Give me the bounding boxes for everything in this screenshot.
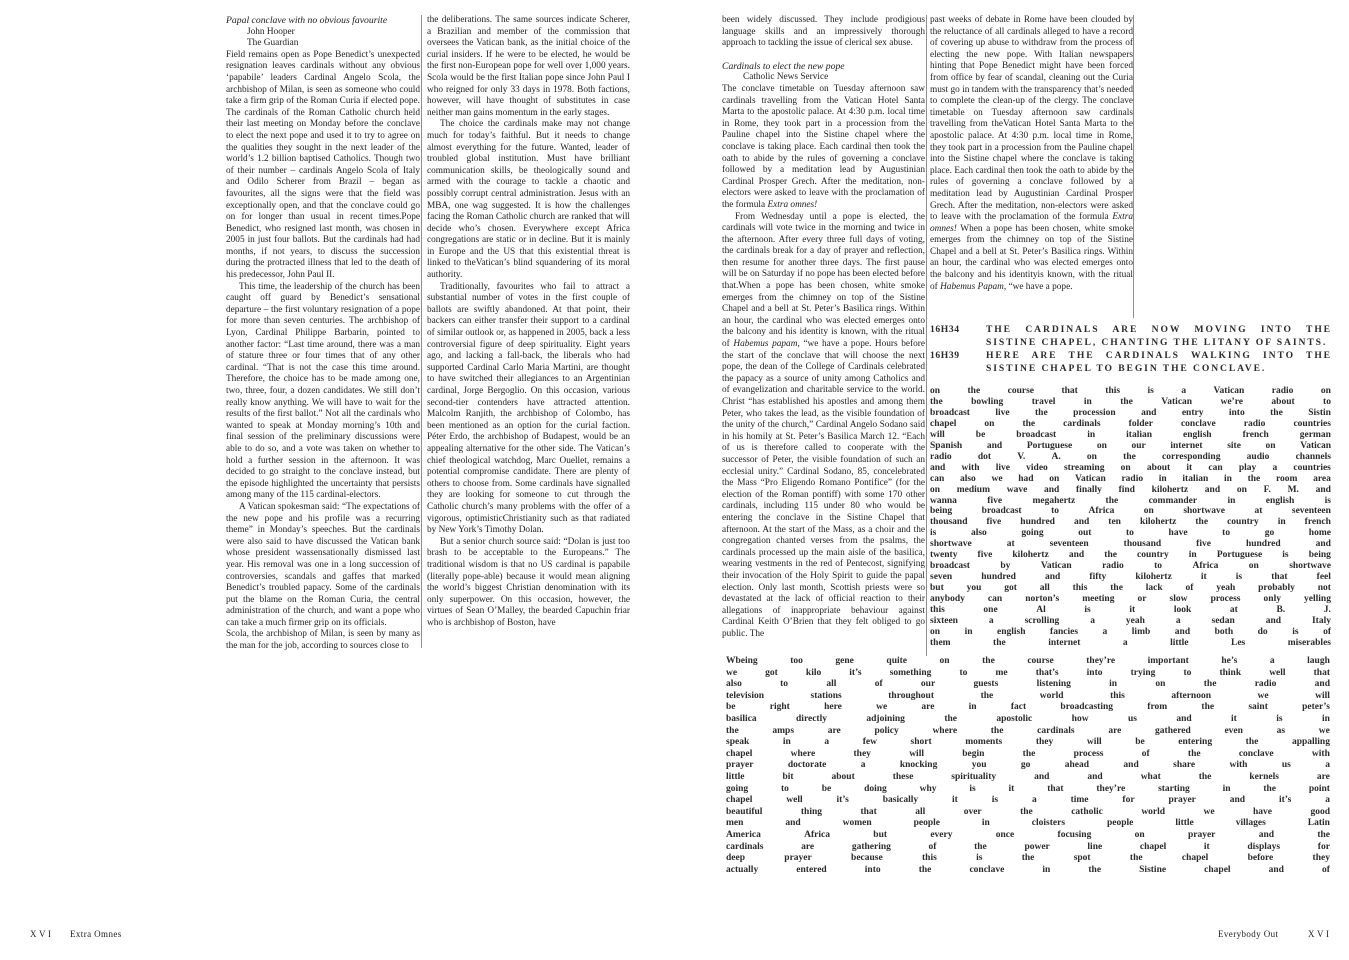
- transcript-line: shortwave at seventeen thousand five hundred and: [930, 539, 1331, 550]
- column-1: [226, 15, 420, 653]
- column-4: [930, 15, 1133, 293]
- paragraph: Scola, the archbishop of Milan, is seen by many as the man for the job, according to sources close to: [226, 629, 420, 652]
- timeline-entry: [930, 349, 1332, 375]
- column-rule-left-page: [421, 15, 422, 648]
- column-3: [722, 15, 925, 640]
- article-body-col2: [427, 15, 630, 629]
- transcript-line: on in english fancies a limb and both do is of: [930, 626, 1331, 637]
- paragraph: But a senior church source said: “Dolan is just too brash to be acceptable to the Europeans.” The traditional wisdom is that no US cardinal is papabile (literally pope-able) because it would mean aligning the world’s biggest Christian denomination with its only superpower. On this occasion, however, the virtues of Sean O’Malley, the bearded Capuchin friar who is archbishop of Boston, have: [427, 536, 630, 628]
- article-body-col3: [722, 84, 925, 641]
- article-body-col3-continuation: [722, 15, 925, 50]
- transcript-line: also to all of our guests listening in on the radio and: [726, 679, 1330, 690]
- transcript-line: radio dot V. A. on the corresponding audio channels: [930, 451, 1331, 462]
- transcript-line: beautiful thing that all over the catholic world we have good: [726, 806, 1330, 817]
- transcript-block-1: [930, 386, 1331, 649]
- timeline-timestamp: 16H39: [930, 350, 960, 361]
- transcript-line: prayer doctorate a knocking you go ahead and share with us a: [726, 760, 1330, 771]
- paragraph: been widely discussed. They include prodigious language skills and an impressively thorough approach to tackling the issue of clerical sex abuse.: [722, 15, 925, 49]
- byline-source-cns: Catholic News Service: [743, 72, 829, 83]
- timeline-text: HERE ARE THE CARDINALS WALKING INTO THE SISTINE CHAPEL TO BEGIN THE CONCLAVE.: [986, 350, 1332, 374]
- transcript-line: chapel where they will begin the process of the conclave with: [726, 748, 1330, 759]
- paragraph: the deliberations. The same sources indicate Scherer, a Brazilian and member of the commission that oversees the Vatican bank, as the initial choice of the curial insiders. If he were to be elected, he would be the first non-European pope for well over 1,000 years. Scola would be the first Italian pope since John Paul I who reigned for only 33 days in 1978. Both factions, however, will have thought of substitutes in case neither man gains momentum in the early stages.: [427, 15, 630, 118]
- transcript-line: will be broadcast in italian english french german: [930, 429, 1331, 440]
- transcript-line: seven hundred and fifty kilohertz it is that feel: [930, 572, 1331, 583]
- transcript-line: television stations throughout the world this afternoon we will: [726, 690, 1330, 701]
- transcript-line: speak in a few short moments they will be entering the appalling: [726, 737, 1330, 748]
- transcript-line: on medium wave and finally find kilohertz and on F. M. and: [930, 484, 1331, 495]
- transcript-line: is also going out to have to go home: [930, 528, 1331, 539]
- transcript-line: but you got all this the lack of yeah probably not: [930, 583, 1331, 594]
- folio-right: XVI: [1308, 929, 1332, 939]
- transcript-line: anybody can norton’s meeting or slow process only yelling: [930, 594, 1331, 605]
- paragraph: Traditionally, favourites who fail to attract a substantial number of votes in the first couple of ballots are swiftly abandoned. At that point, their backers can either transfer their support to a cardinal of similar outlook or, as happened in 2005, back a less controversial figure of deep spirituality. Eight years ago, and lacking a fall-back, the liberals who had supported Cardinal Carlo Maria Martini, are thought to have switched their allegiances to an Argentinian cardinal, Jorge Bergoglio. On this occasion, various second-tier contenders have attracted attention. Malcolm Ranjith, the archbishop of Colombo, has been mentioned as an option for the curial faction. Péter Erdo, the archbishop of Budapest, would be an appealing alternative for the other side. The Vatican’s chief theological watchdog, Marc Ouellet, remains a potential compromise candidate. There are plenty of others to choose from. Some cardinals have signalled they are looking for someone to cut through the Catholic church’s many problems with the offer of a vigorous, optimisticChristianity such as that radiated by New York’s Timothy Dolan.: [427, 281, 630, 536]
- transcript-line: chapel well it’s basically it is a time for prayer and it’s a: [726, 795, 1330, 806]
- byline-author: John Hooper: [247, 26, 295, 37]
- transcript-line: we got kilo it’s something to me that’s into trying to think well that: [726, 667, 1330, 678]
- transcript-line: twenty five kilohertz and the country in Portuguese is being: [930, 550, 1331, 561]
- column-rule-right-page: [926, 15, 927, 656]
- transcript-line: cardinals are gathering of the power line chapel it displays for: [726, 841, 1330, 852]
- broadcast-timeline: [930, 323, 1332, 375]
- timeline-entry: [930, 323, 1332, 349]
- transcript-line: broadcast by Vatican radio to Africa on shortwave: [930, 561, 1331, 572]
- transcript-line: being broadcast to Africa on shortwave at seventeen: [930, 506, 1331, 517]
- paragraph: A Vatican spokesman said: “The expectations of the new pope and his profile was a recurring theme” in Monday’s speeches. But the cardinals were also said to have discussed the Vatican bank whose president wassensationally dismissed last year. His removal was one in a long succession of controversies, scandals and gaffes that marked Benedict’s troubled papacy. Some of the cardinals put the blame on the Roman Curia, the central administration of the church, and want a pope who can take a much firmer grip on its officials.: [226, 501, 420, 628]
- article-title-cns: Cardinals to elect the new pope: [722, 60, 845, 72]
- paragraph: Field remains open as Pope Benedict’s unexpected resignation leaves cardinals without any obvious ‘papabile’ leaders Cardinal Angelo Scola, the archbishop of Milan, is seen as someone who could take a firm grip of the Roman Curia if elected pope. The cardinals of the Roman Catholic church held their last meeting on Monday before the conclave to elect the next pope and used it to try to agree on the qualities they sought in the next leader of the world’s 1.2 billion baptised Catholics. Though two of their number – cardinals Angelo Scola of Italy and Odilo Scherer from Brazil – began as favourites, all the signs were that the field was exceptionally open, and that the conclave could go on for longer than usual in recent times.Pope Benedict, who resigned last month, was chosen in 2005 in just four ballots. But the cardinals had had months, if not years, to discuss the succession during the protracted illness that led to the death of his predecessor, John Paul II.: [226, 49, 420, 281]
- transcript-line: wanna five megahertz the commander in english is: [930, 495, 1331, 506]
- transcript-line: and with live video streaming on about it can play a countries: [930, 462, 1331, 473]
- article-body-col1: [226, 50, 420, 653]
- transcript-line: sixteen a scrolling a yeah a sedan and Italy: [930, 616, 1331, 627]
- folio-left: XVI: [30, 929, 54, 939]
- transcript-line: going to be doing why is it that they’re starting in the point: [726, 783, 1330, 794]
- timeline-text: THE CARDINALS ARE NOW MOVING INTO THE SISTINE CHAPEL, CHANTING THE LITANY OF SAINTS.: [986, 324, 1332, 348]
- transcript-line: be right here we are in fact broadcasting from the saint peter’s: [726, 702, 1330, 713]
- column-2: [427, 15, 630, 629]
- paragraph: From Wednesday until a pope is elected, the cardinals will vote twice in the morning and twice in the afternoon. After every three full days of voting, the cardinals break for a day of prayer and reflection, then resume for another three days. The first pause will be on Saturday if no pope has been elected before that.When a pope has been chosen, white smoke emerges from the chimney on top of the Sistine Chapel and a bell at St. Peter’s Basilica rings. Within an hour, the cardinal who was elected emerges onto the balcony and his identity is known, with the ritual of Habemus papam, “we have a pope. Hours before the start of the conclave that will choose the next pope, the dean of the College of Cardinals celebrated the papacy as a source of unity among Catholics and of evangelization and charitable service to the world. Christ “has established his apostles and among them Peter, who takes the lead, as the visible foundation of the unity of the church,” Cardinal Angelo Sodano said in his homily at St. Peter’s Basilica March 12. “Each of us is therefore called to cooperate with the successor of Peter, the visible foundation of such an ecclesial unity.” Cardinal Sodano, 85, concelebrated the Mass “Pro Eligendo Romano Pontifice” (for the election of the Roman pontiff) with some 170 other cardinals, including 115 under 80 who would be entering the conclave in the Sistine Chapel that afternoon. At the start of the Mass, as a choir and the congregation chanted verses from the psalms, the cardinals processed up the main aisle of the basilica, wearing vestments in the red of Pentecost, signifying their invocation of the Holy Spirit to guide the papal election. Only last month, Scottish priests were so devastated at the lack of official reaction to their allegations of inappropriate behaviour against Cardinal Keith O’Brien that they felt obliged to go public. The: [722, 211, 926, 639]
- running-title-left: Extra Omnes: [70, 929, 122, 939]
- paragraph: past weeks of debate in Rome have been clouded by the reluctance of all cardinals alleged to have a record of covering up abuse to withdraw from the process of electing the new pope. With Italian newspapers hinting that Pope Benedict might have been forced from office by fear of scandal, cleaning out the Curia must go in tandem with the transparency that’s needed to complete the clean-up of the clergy. The conclave timetable on Tuesday afternoon saw cardinals travelling from theVatican Hotel Santa Marta to the apostolic palace. At 4:30 p.m. local time in Rome, they took part in a procession from the Pauline chapel into the Sistine chapel where the conclave is taking place. Each cardinal then took the oath to abide by the rules of governing a conclave followed by a meditation lead by Augustinian Cardinal Prosper Grech. After the meditation, non-electors were asked to leave with the proclamation of the formula Extra omnes! When a pope has been chosen, white smoke emerges from the chimney on top of the Sistine Chapel and a bell at St. Peter’s Basilica rings. Within an hour, the cardinal who was elected emerges onto the balcony and his identityis known, with the ritual of Habemus Papam, “we have a pope.: [930, 15, 1133, 292]
- transcript-line: thousand five hundred and ten kilohertz the country in french: [930, 517, 1331, 528]
- transcript-line: the amps are policy where the cardinals are gathered even as we: [726, 725, 1330, 736]
- transcript-line: Wbeing too gene quite on the course they’re important he’s a laugh: [726, 656, 1330, 666]
- transcript-line: broadcast live the procession and entry into the Sistin: [930, 407, 1331, 418]
- transcript-line: on the course that this is a Vatican radio on: [930, 386, 1331, 396]
- article-body-col4: [930, 15, 1133, 293]
- transcript-line: the bowling travel in the Vatican we’re about to: [930, 396, 1331, 407]
- transcript-line: deep prayer because this is the spot the chapel before they: [726, 853, 1330, 864]
- transcript-line: this one Al is it look at B. J.: [930, 605, 1331, 616]
- transcript-line: Spanish and Portuguese on our internet site on Vatican: [930, 440, 1331, 451]
- transcript-line: America Africa but every once focusing on prayer and the: [726, 829, 1330, 840]
- paragraph: The conclave timetable on Tuesday afternoon saw cardinals travelling from the Vatican Hotel Santa Marta to the apostolic palace. At 4:30 p.m. local time in Rome, they took part in a procession from the Pauline chapel into the Sistine chapel where the conclave is taking place. Each cardinal then took the oath to abide by the rules of governing a conclave followed by a meditation lead by Augustinian Cardinal Prosper Grech. After the meditation, non-electors were asked to leave with the proclamation of the formula Extra omnes!: [722, 83, 925, 210]
- article-separator: [722, 50, 925, 61]
- column-rule-right-edge: [1133, 15, 1134, 318]
- transcript-line: basilica directly adjoining the apostolic how us and it is in: [726, 713, 1330, 724]
- transcript-line: them the internet a little Les miserables: [930, 637, 1331, 648]
- paragraph: This time, the leadership of the church has been caught off guard by Benedict’s sensational departure – the first voluntary resignation of a pope for more than seven centuries. The archbishop of Lyon, Cardinal Philippe Barbarin, pointed to another factor: “Last time around, there was a man of stature three or four times that of any other cardinal. “That is not the case this time around. Therefore, the choice has to be made among one, two, three, four, a dozen candidates. We still don’t really know anything. We will have to wait for the results of the first ballot.” Not all the cardinals who wanted to speak at Monday morning’s 10th and final session of the preliminary discussions were able to do so, and a vote was taken on whether to hold a further session in the afternoon. It was decided to go straight to the conclave instead, but the episode highlighted the uncertainty that persists among many of the 115 cardinal-electors.: [226, 281, 420, 501]
- transcript-line: chapel on the cardinals folder conclave radio countries: [930, 418, 1331, 429]
- running-title-right: Everybody Out: [1218, 929, 1279, 939]
- paragraph: The choice the cardinals make may not change much for today’s faithful. But it needs to change almost everything for the future. Wanted, leader of troubled global institution. Must have brilliant communication skills, be theologically sound and armed with the courage to tackle a chaotic and possibly corrupt central administration. Jesus with an MBA, one wag suggested. It is how the challenges facing the Roman Catholic church are ranked that will decide who’s chosen. Everywhere except Africa congregations are static or in decline. But it is mainly in Europe and the US that this existential threat is linked to theVatican’s blind squandering of its moral authority.: [427, 119, 630, 281]
- transcript-line: little bit about these spirituality and and what the kernels are: [726, 771, 1330, 782]
- transcript-line: can also we had on Vatican radio in italian in the room area: [930, 473, 1331, 484]
- article-title-guardian: Papal conclave with no obvious favourite: [226, 15, 388, 26]
- transcript-line: men and women people in cloisters people little villages Latin: [726, 818, 1330, 829]
- transcript-line: actually entered into the conclave in the Sistine chapel and of: [726, 864, 1330, 875]
- byline-source: The Guardian: [247, 38, 299, 49]
- timeline-timestamp: 16H34: [930, 324, 960, 335]
- transcript-block-2: [726, 656, 1330, 876]
